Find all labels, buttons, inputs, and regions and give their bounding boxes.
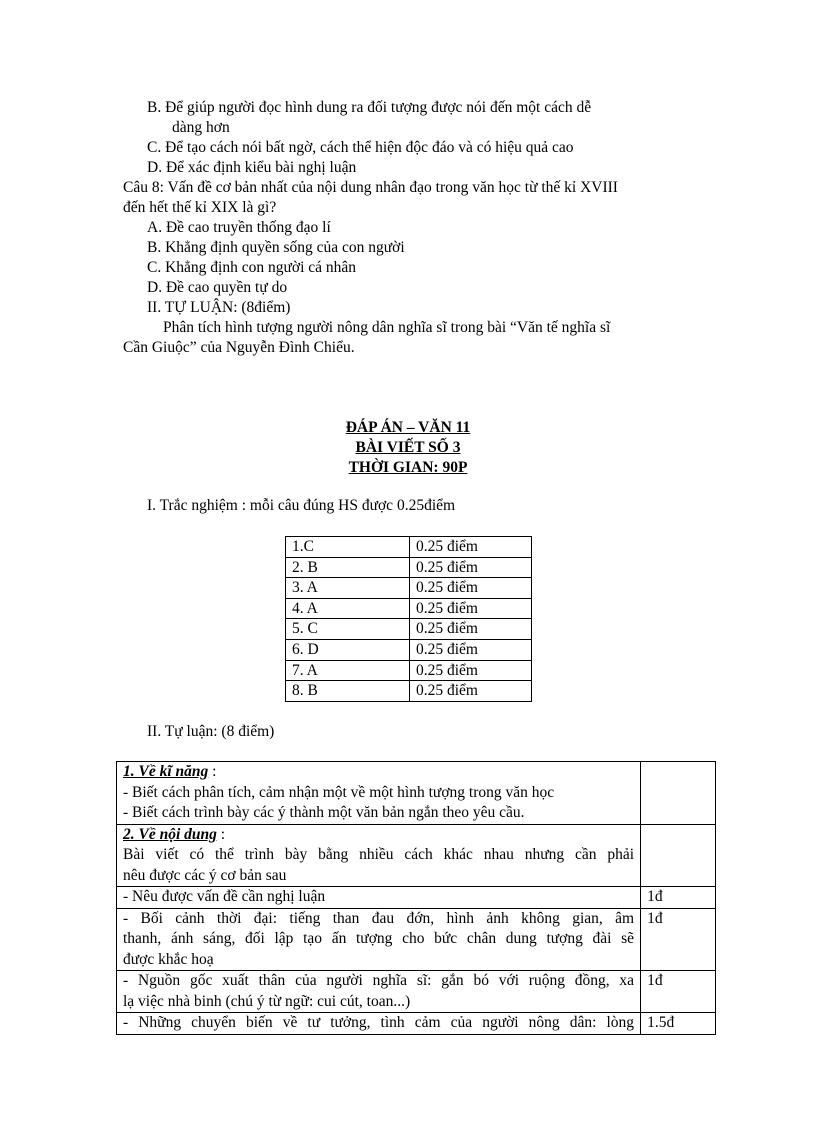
criterion-line: - Nêu được vấn đề cần nghị luận bbox=[123, 888, 326, 905]
content-colon: : bbox=[216, 825, 226, 843]
points-cell: 1đ bbox=[641, 908, 716, 971]
criterion-line: thanh, ánh sáng, đối lập tạo ấn tượng cho bức chân dung tượng đài sẽ bbox=[123, 930, 635, 947]
table-row bbox=[117, 824, 716, 887]
criterion-cell bbox=[117, 1013, 641, 1035]
q8-question-line2: đến hết thế kỉ XIX là gì? bbox=[123, 199, 277, 216]
points-cell: 1.5đ bbox=[641, 1013, 716, 1035]
table-row bbox=[286, 537, 532, 558]
table-row bbox=[286, 557, 532, 578]
q7-option-b-line1: B. Để giúp người đọc hình dung ra đối tượng được nói đến một cách dễ bbox=[147, 99, 592, 116]
q8-option-d: D. Đề cao quyền tự do bbox=[147, 279, 288, 296]
answer-cell: 5. C bbox=[286, 619, 410, 640]
criterion-line: lạ việc nhà binh (chú ý từ ngữ: cui cút, toan...) bbox=[123, 992, 411, 1010]
score-cell: 0.25 điểm bbox=[409, 660, 531, 681]
rubric-table bbox=[116, 761, 716, 1035]
points-cell: 1đ bbox=[641, 887, 716, 909]
skills-colon: : bbox=[208, 763, 217, 780]
score-cell: 0.25 điểm bbox=[409, 537, 531, 558]
table-row bbox=[286, 619, 532, 640]
q7-option-d: D. Để xác định kiểu bài nghị luận bbox=[147, 159, 357, 176]
q8-option-a: A. Đề cao truyền thống đạo lí bbox=[147, 219, 331, 236]
answer-key-title: ĐÁP ÁN – VĂN 11 bbox=[345, 419, 471, 436]
points-cell-empty bbox=[641, 762, 716, 825]
skills-title: 1. Về kĩ năng bbox=[123, 763, 209, 780]
points-cell: 1đ bbox=[641, 971, 716, 1013]
q8-question-line1: Câu 8: Vấn đề cơ bản nhất của nội dung nhân đạo trong văn học từ thế kỉ XVIII bbox=[123, 179, 618, 196]
skills-cell bbox=[117, 762, 641, 825]
answer-key-time: THỜI GIAN: 90P bbox=[348, 459, 468, 476]
answer-cell: 7. A bbox=[286, 660, 410, 681]
score-cell: 0.25 điểm bbox=[409, 681, 531, 702]
section-1-heading: I. Trắc nghiệm : mỗi câu đúng HS được 0.25điểm bbox=[147, 497, 456, 514]
content-title: 2. Về nội dung bbox=[123, 825, 217, 843]
score-cell: 0.25 điểm bbox=[409, 557, 531, 578]
table-row bbox=[286, 578, 532, 599]
q7-option-c: C. Để tạo cách nói bất ngờ, cách thể hiện độc đáo và có hiệu quả cao bbox=[147, 139, 574, 156]
table-row bbox=[117, 762, 716, 825]
criterion-cell bbox=[117, 887, 641, 909]
answer-table bbox=[285, 536, 532, 702]
section-2-heading: II. Tự luận: (8 điểm) bbox=[147, 723, 275, 740]
answer-cell: 1.C bbox=[286, 537, 410, 558]
essay-prompt-line2: Cần Giuộc” của Nguyễn Đình Chiểu. bbox=[123, 339, 355, 356]
content-line-2: nêu được các ý cơ bản sau bbox=[123, 866, 287, 884]
table-row bbox=[286, 660, 532, 681]
answer-cell: 3. A bbox=[286, 578, 410, 599]
criterion-cell bbox=[117, 971, 641, 1013]
essay-prompt-line1: Phân tích hình tượng người nông dân nghĩa sĩ trong bài “Văn tế nghĩa sĩ bbox=[163, 319, 611, 336]
q8-option-b: B. Khẳng định quyền sống của con người bbox=[147, 239, 405, 256]
content-cell bbox=[117, 824, 641, 887]
content-line-1: Bài viết có thể trình bày bằng nhiều cách khác nhau nhưng cần phải bbox=[123, 846, 635, 863]
table-row bbox=[286, 598, 532, 619]
q8-option-c: C. Khẳng định con người cá nhân bbox=[147, 259, 357, 276]
answer-cell: 4. A bbox=[286, 598, 410, 619]
criterion-line: - Những chuyển biến về tư tưởng, tình cảm của người nông dân: lòng bbox=[123, 1014, 635, 1031]
essay-heading: II. TỰ LUẬN: (8điểm) bbox=[147, 299, 291, 316]
answer-key-subtitle: BÀI VIẾT SỐ 3 bbox=[355, 439, 461, 456]
answer-cell: 8. B bbox=[286, 681, 410, 702]
points-cell-empty bbox=[641, 824, 716, 887]
criterion-line: - Bối cảnh thời đại: tiếng than đau đớn, hình ảnh không gian, âm bbox=[123, 909, 635, 927]
score-cell: 0.25 điểm bbox=[409, 619, 531, 640]
q7-option-b-line2: dàng hơn bbox=[172, 119, 230, 136]
table-row bbox=[117, 971, 716, 1013]
skills-item-1: - Biết cách phân tích, cảm nhận một về một hình tượng trong văn học bbox=[123, 783, 555, 801]
answer-cell: 6. D bbox=[286, 639, 410, 660]
criterion-line: được khắc hoạ bbox=[123, 950, 214, 968]
criterion-cell bbox=[117, 908, 641, 971]
criterion-line: - Nguồn gốc xuất thân của người nghĩa sĩ: gắn bó với ruộng đồng, xa bbox=[123, 972, 635, 989]
skills-item-2: - Biết cách trình bày các ý thành một văn bản ngắn theo yêu cầu. bbox=[123, 804, 525, 821]
table-row bbox=[286, 639, 532, 660]
answer-cell: 2. B bbox=[286, 557, 410, 578]
score-cell: 0.25 điểm bbox=[409, 578, 531, 599]
table-row bbox=[286, 681, 532, 702]
table-row bbox=[117, 887, 716, 909]
table-row bbox=[117, 1013, 716, 1035]
score-cell: 0.25 điểm bbox=[409, 598, 531, 619]
table-row bbox=[117, 908, 716, 971]
score-cell: 0.25 điểm bbox=[409, 639, 531, 660]
